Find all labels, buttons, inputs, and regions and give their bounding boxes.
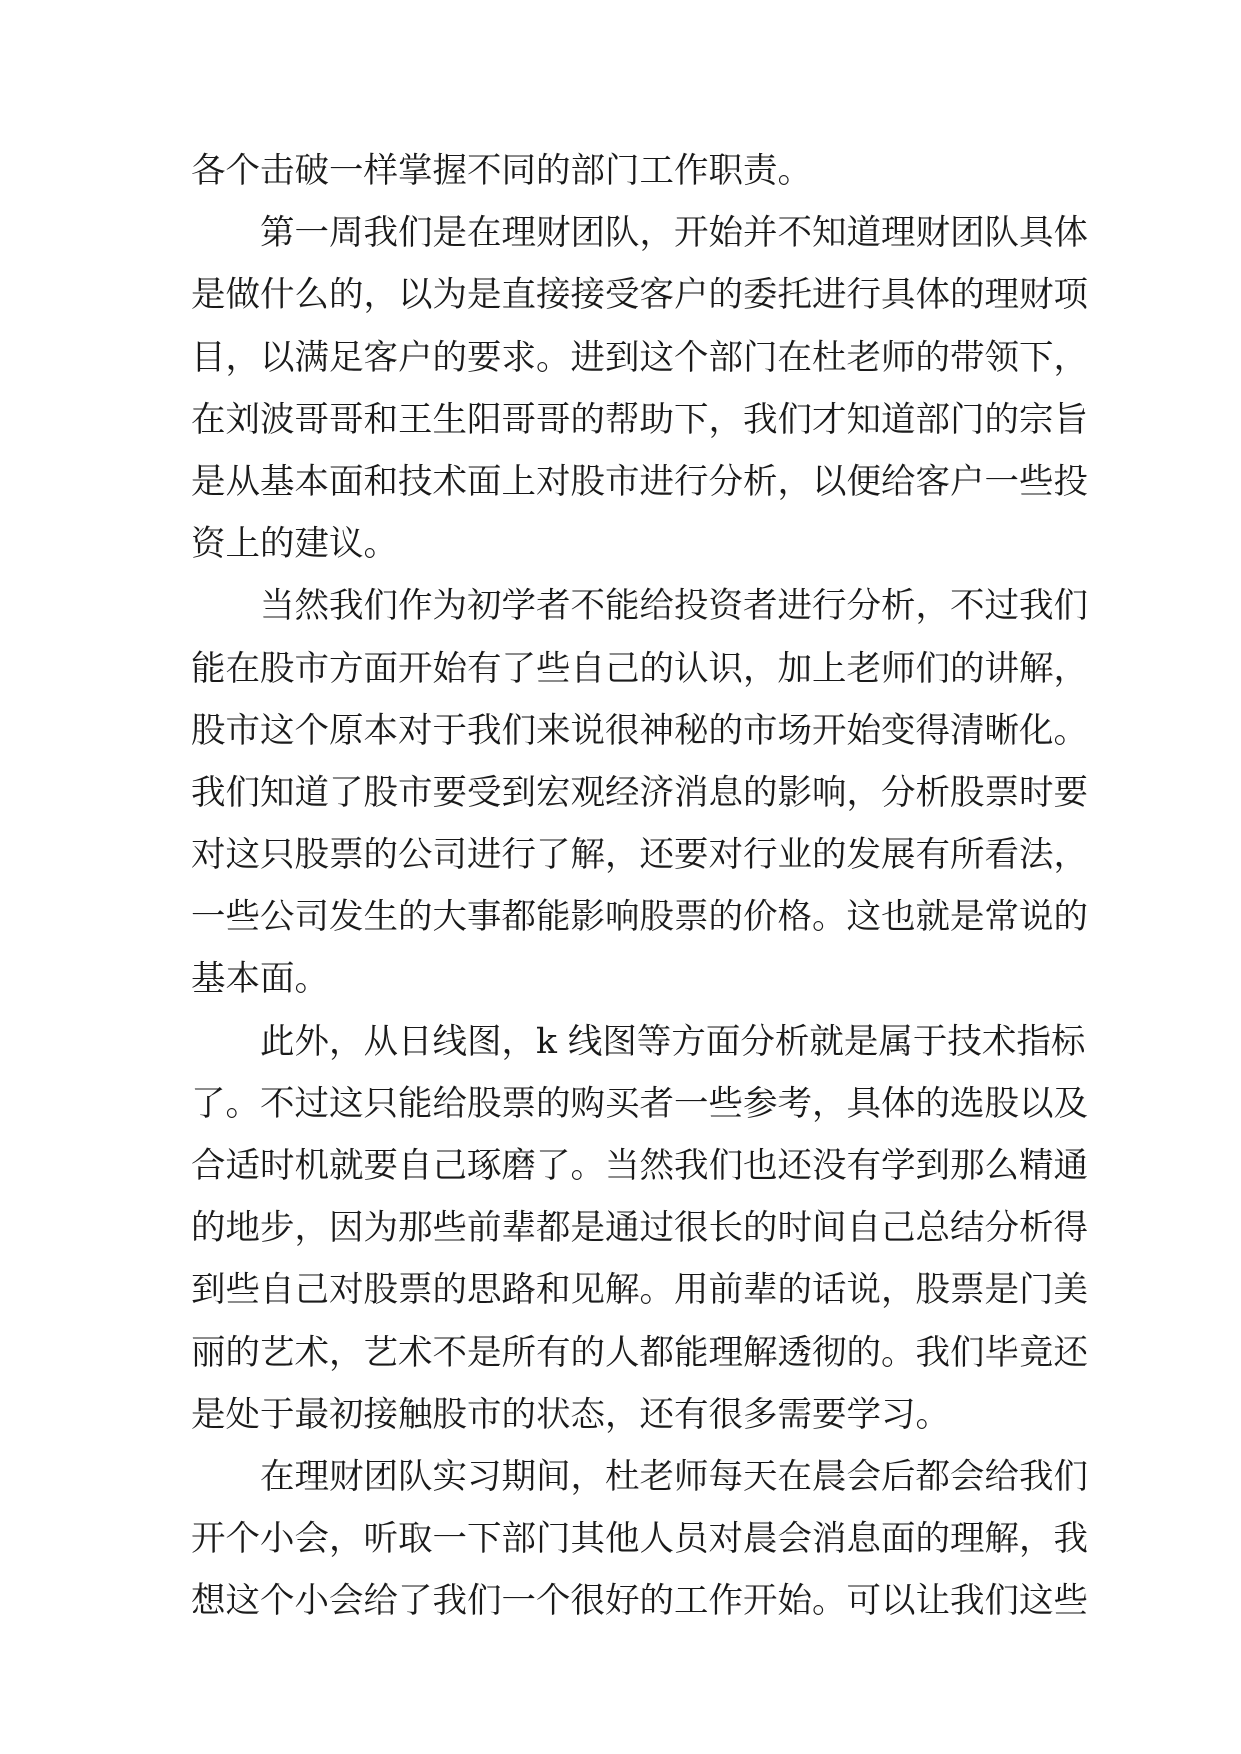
text-line: 丽的艺术，艺术不是所有的人都能理解透彻的。我们毕竟还 (191, 1332, 1088, 1373)
text-line: 是处于最初接触股市的状态，还有很多需要学习。 (191, 1394, 950, 1435)
text-line: 当然我们作为初学者不能给投资者进行分析，不过我们 (260, 586, 1088, 627)
text-line: 的地步，因为那些前辈都是通过很长的时间自己总结分析得 (191, 1208, 1088, 1249)
text-line: 在理财团队实习期间，杜老师每天在晨会后都会给我们 (260, 1456, 1088, 1497)
text-line: 目，以满足客户的要求。进到这个部门在杜老师的带领下， (191, 337, 1088, 378)
text-line: 在刘波哥哥和王生阳哥哥的帮助下，我们才知道部门的宗旨 (191, 399, 1088, 440)
text-line: 此外，从日线图，k 线图等方面分析就是属于技术指标 (260, 1021, 1086, 1062)
text-line: 资上的建议。 (191, 524, 398, 565)
text-line: 第一周我们是在理财团队，开始并不知道理财团队具体 (260, 213, 1088, 254)
text-line: 到些自己对股票的思路和见解。用前辈的话说，股票是门美 (191, 1270, 1088, 1311)
text-line: 股市这个原本对于我们来说很神秘的市场开始变得清晰化。 (191, 710, 1088, 751)
text-line: 对这只股票的公司进行了解，还要对行业的发展有所看法， (191, 835, 1088, 876)
body-text (191, 140, 1088, 1633)
text-line: 是从基本面和技术面上对股市进行分析，以便给客户一些投 (191, 461, 1088, 502)
text-line: 基本面。 (191, 959, 329, 1000)
text-line: 各个击破一样掌握不同的部门工作职责。 (191, 151, 812, 191)
text-line: 开个小会，听取一下部门其他人员对晨会消息面的理解，我 (191, 1519, 1088, 1560)
text-line: 想这个小会给了我们一个很好的工作开始。可以让我们这些 (191, 1581, 1088, 1622)
text-line: 能在股市方面开始有了些自己的认识，加上老师们的讲解， (191, 648, 1088, 689)
text-line: 我们知道了股市要受到宏观经济消息的影响，分析股票时要 (191, 772, 1088, 813)
text-line: 一些公司发生的大事都能影响股票的价格。这也就是常说的 (191, 897, 1088, 938)
text-line: 是做什么的，以为是直接接受客户的委托进行具体的理财项 (191, 275, 1088, 316)
text-line: 合适时机就要自己琢磨了。当然我们也还没有学到那么精通 (191, 1146, 1088, 1186)
text-line: 了。不过这只能给股票的购买者一些参考，具体的选股以及 (191, 1083, 1088, 1124)
